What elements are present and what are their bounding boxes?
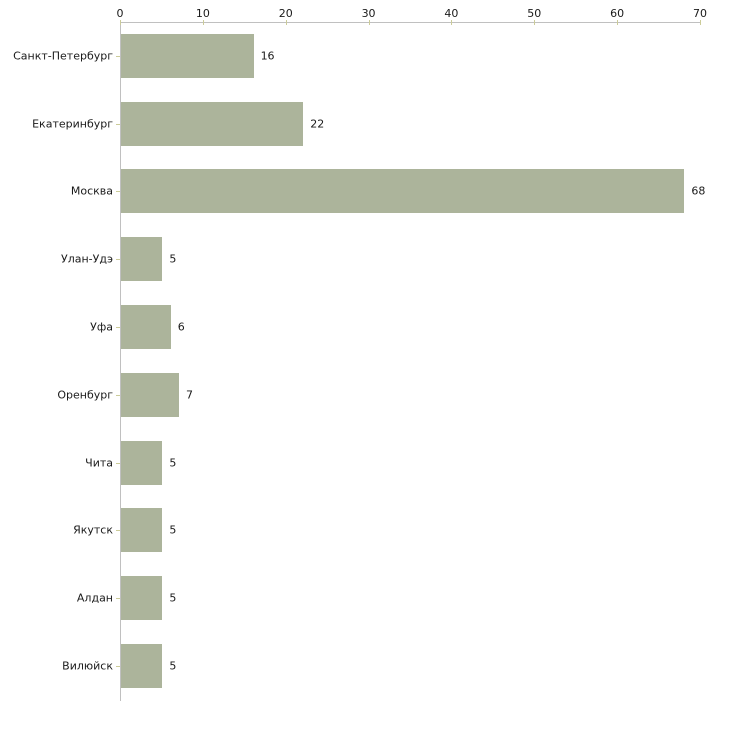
value-label: 6 [177, 320, 185, 334]
x-tick-label: 0 [116, 7, 124, 20]
y-tick-mark [116, 666, 120, 667]
x-tick-label: 60 [610, 7, 625, 20]
category-label: Чита [85, 456, 113, 470]
y-tick-mark [116, 327, 120, 328]
y-tick-mark [116, 463, 120, 464]
bar [121, 373, 179, 417]
value-label: 5 [169, 591, 177, 605]
bar [121, 305, 171, 349]
bar-row [0, 158, 730, 226]
bar-row [0, 429, 730, 497]
y-tick-mark [116, 191, 120, 192]
category-label: Москва [70, 184, 113, 198]
y-tick-mark [116, 530, 120, 531]
value-label: 5 [169, 659, 177, 673]
bar [121, 508, 162, 552]
bar-row [0, 497, 730, 565]
value-label: 5 [169, 252, 177, 266]
y-tick-mark [116, 598, 120, 599]
category-label: Екатеринбург [32, 117, 113, 131]
bar-row [0, 225, 730, 293]
y-tick-mark [116, 259, 120, 260]
y-tick-mark [116, 124, 120, 125]
bar-row [0, 90, 730, 158]
bar [121, 441, 162, 485]
bar [121, 102, 303, 146]
x-tick-label: 70 [693, 7, 707, 20]
bar-row [0, 361, 730, 429]
category-label: Вилюйск [62, 659, 113, 673]
value-label: 7 [186, 388, 193, 402]
x-tick-label: 30 [361, 7, 376, 20]
value-label: 68 [691, 184, 706, 198]
bar [121, 576, 162, 620]
category-label: Оренбург [57, 388, 113, 402]
value-label: 5 [169, 456, 177, 470]
x-tick-label: 50 [527, 7, 542, 20]
bar-row [0, 22, 730, 90]
bar-row [0, 293, 730, 361]
category-label: Алдан [76, 591, 113, 605]
bar [121, 644, 162, 688]
y-tick-mark [116, 56, 120, 57]
bar [121, 169, 684, 213]
bar [121, 34, 254, 78]
category-label: Якутск [73, 523, 113, 537]
y-tick-mark [116, 395, 120, 396]
category-label: Уфа [90, 320, 113, 334]
value-label: 16 [260, 49, 275, 63]
x-tick-label: 10 [195, 7, 210, 20]
bar-row [0, 632, 730, 700]
x-tick-label: 20 [278, 7, 293, 20]
x-tick-label: 40 [444, 7, 459, 20]
bar-rows [0, 22, 730, 700]
value-label: 22 [310, 117, 325, 131]
bar [121, 237, 162, 281]
bar-row [0, 564, 730, 632]
category-label: Санкт-Петербург [13, 49, 113, 63]
category-label: Улан-Удэ [61, 252, 113, 266]
value-label: 5 [169, 523, 177, 537]
